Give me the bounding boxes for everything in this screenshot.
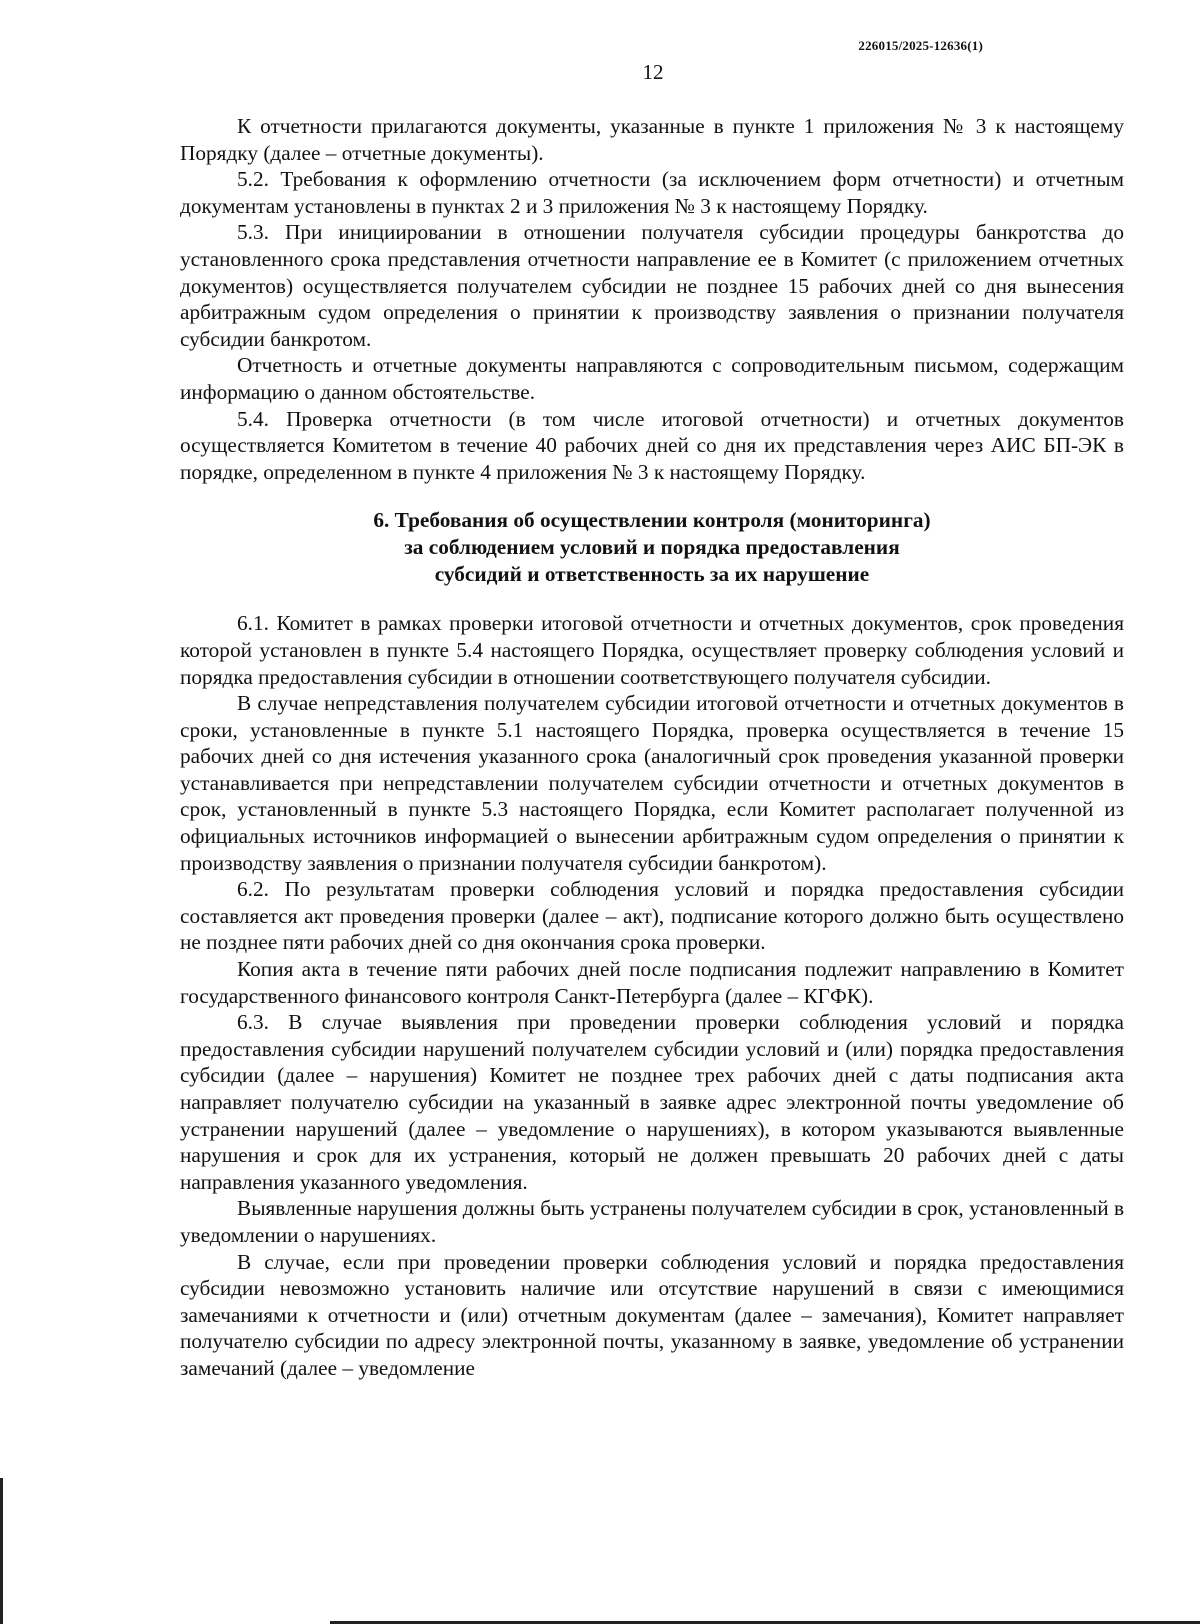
paragraph-6-2: 6.2. По результатам проверки соблюдения условий и порядка предоставления субсидии составляется акт проведения проверки (далее – акт), подписание которого должно быть осуществлено не позднее пяти рабочих дней со дня окончания срока проверки.	[180, 877, 1124, 955]
section-heading-line: за соблюдением условий и порядка предоставления	[404, 535, 900, 560]
paragraph-5-3: 5.3. При инициировании в отношении получателя субсидии процедуры банкротства до установленного срока представления отчетности направление ее в Комитет (с приложением отчетных документов) осуществляется получателем субсидии не позднее 15 рабочих дней со дня вынесения арбитражным судом определения о принятии к производству заявления о признании получателя субсидии банкротом.	[180, 220, 1124, 351]
paragraph-non-submission: В случае непредставления получателем субсидии итоговой отчетности и отчетных документов в сроки, установленные в пункте 5.1 настоящего Порядка, проверка осуществляется в течение 15 рабочих дней со дня истечения указанного срока (аналогичный срок проведения указанной проверки устанавливается при непредставлении получателем субсидии отчетности и отчетных документов в срок, установленный в пункте 5.3 настоящего Порядка, если Комитет располагает полученной из официальных источников информацией о вынесении арбитражным судом определения о принятии к производству заявления о признании получателя субсидии банкротом).	[180, 691, 1124, 875]
paragraph-attachments: К отчетности прилагаются документы, указанные в пункте 1 приложения № 3 к настоящему Порядку (далее – отчетные документы).	[180, 114, 1124, 165]
paragraph-remarks: В случае, если при проведении проверки соблюдения условий и порядка предоставления субсидии невозможно установить наличие или отсутствие нарушений в связи с имеющимися замечаниями к отчетности и (или) отчетным документам (далее – замечания), Комитет направляет получателю субсидии по адресу электронной почты, указанному в заявке, уведомление об устранении замечаний (далее – уведомление	[180, 1249, 1124, 1380]
section-heading-line: субсидий и ответственность за их нарушение	[434, 562, 870, 587]
document-registration-number: 226015/2025-12636(1)	[858, 38, 983, 53]
document-body	[180, 113, 1124, 1382]
paragraph-6-3: 6.3. В случае выявления при проведении проверки соблюдения условий и порядка предоставления субсидии нарушений получателем субсидии условий и (или) порядка предоставления субсидии (далее – нарушения) Комитет не позднее трех рабочих дней с даты подписания акта направляет получателю субсидии на указанный в заявке адрес электронной почты уведомление об устранении нарушений (далее – уведомление о нарушениях), в котором указываются выявленные нарушения и срок для их устранения, который не должен превышать 20 рабочих дней с даты направления указанного уведомления.	[180, 1010, 1124, 1194]
scan-edge-left	[0, 1478, 3, 1624]
paragraph-violations-fix: Выявленные нарушения должны быть устранены получателем субсидии в срок, установленный в уведомлении о нарушениях.	[180, 1196, 1124, 1247]
section-6-heading	[180, 507, 1124, 588]
paragraph-cover-letter: Отчетность и отчетные документы направляются с сопроводительным письмом, содержащим информацию о данном обстоятельстве.	[180, 353, 1124, 404]
paragraph-act-copy: Копия акта в течение пяти рабочих дней после подписания подлежит направлению в Комитет государственного финансового контроля Санкт-Петербурга (далее – КГФК).	[180, 957, 1124, 1008]
section-heading-line: 6. Требования об осуществлении контроля (мониторинга)	[373, 508, 931, 533]
paragraph-5-4: 5.4. Проверка отчетности (в том числе итоговой отчетности) и отчетных документов осуществляется Комитетом в течение 40 рабочих дней со дня их представления через АИС БП-ЭК в порядке, определенном в пункте 4 приложения № 3 к настоящему Порядку.	[180, 406, 1124, 484]
paragraph-6-1: 6.1. Комитет в рамках проверки итоговой отчетности и отчетных документов, срок проведения которой установлен в пункте 5.4 настоящего Порядка, осуществляет проверку соблюдения условий и порядка предоставления субсидии в отношении соответствующего получателя субсидии.	[180, 611, 1124, 689]
paragraph-5-2: 5.2. Требования к оформлению отчетности (за исключением форм отчетности) и отчетным документам установлены в пунктах 2 и 3 приложения № 3 к настоящему Порядку.	[180, 167, 1124, 218]
page-number: 12	[642, 60, 664, 84]
